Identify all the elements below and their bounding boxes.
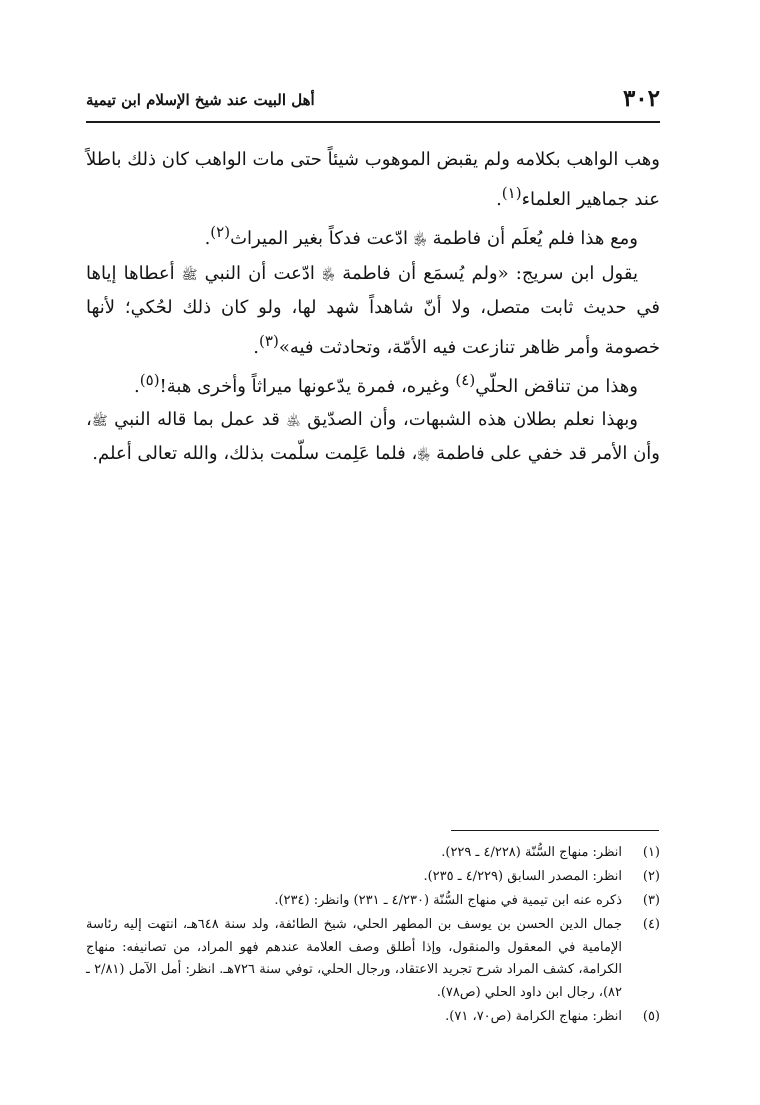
footnote-text: ذكره عنه ابن تيمية في منهاج السُّنّة (٤/٢٣٠ ـ ٢٣١) وانظر: (٢٣٤). bbox=[274, 893, 622, 908]
page-number: ٣٠٢ bbox=[622, 85, 660, 112]
main-text bbox=[86, 144, 660, 473]
paragraph-2: ومع هذا فلم يُعلَم أن فاطمة ﵂ ادّعت فدكاً بغير الميراث$^{(٢)}$. bbox=[204, 223, 638, 249]
footnote-item bbox=[86, 842, 660, 865]
footnote-number: (٢) bbox=[642, 869, 660, 884]
footnote-number: (١) bbox=[642, 845, 660, 860]
footnote-item bbox=[86, 890, 660, 913]
footnote-text: انظر: منهاج الكرامة (ص٧٠، ٧١). bbox=[445, 1008, 622, 1024]
footnote-text: جمال الدين الحسن بن يوسف بن المطهر الحلي، شيخ الطائفة، ولد سنة ٦٤٨هـ، انتهت إليه رئاسة الإمامية في المعقول والمنقول، وإذا أطلق وصف العلامة عندهم فهو المراد، من تصانيفه: منهاج الكرامة، كشف المراد شرح تجريد الاعتقاد، ورجال الحلي، توفي سنة ٧٢٦هـ. انظر: أمل الآمل (٢/٨١ ـ ٨٢)، رجال ابن داود الحلي (ص٧٨). bbox=[86, 917, 622, 1000]
paragraph-5: وبهذا نعلم بطلان هذه الشبهات، وأن الصدّيق ﵁ قد عمل بما قاله النبي ﷺ، وأن الأمر قد خفي على فاطمة ﵂، فلما عَلِمت سلّمت بذلك، والله تعالى أعلم. bbox=[86, 408, 660, 464]
honorific-glyph: ﷺ bbox=[91, 413, 108, 429]
paragraph-3: يقول ابن سريج: «ولم يُسمَع أن فاطمة ﵂ ادّعت أن النبي ﷺ أعطاها إياها في حديث ثابت متصل، ولا أنّ شاهداً شهد لها، ولو كان ذلك لحُكي؛ لأنها خصومة وأمر ظاهر تنازعت فيه الأمّة، وتحادثت فيه»$^{(٣)}$. bbox=[86, 262, 660, 358]
footnote-ref: (١) bbox=[501, 183, 522, 202]
footnote-number: (٥) bbox=[642, 1008, 660, 1024]
footnote-ref: (٢) bbox=[210, 223, 231, 241]
running-header bbox=[86, 84, 660, 118]
footnote-divider bbox=[451, 830, 659, 831]
footnote-text: انظر: المصدر السابق (٤/٢٢٩ ـ ٢٣٥). bbox=[423, 869, 622, 884]
honorific-glyph: ﵂ bbox=[322, 267, 336, 283]
paragraph-1: وهب الواهب بكلامه ولم يقبض الموهوب شيئاً حتى مات الواهب كان ذلك باطلاً عند جماهير العلماء$^{(١)}$. bbox=[86, 149, 660, 210]
footnote-item bbox=[86, 914, 660, 1004]
honorific-glyph: ﵂ bbox=[417, 448, 431, 463]
honorific-glyph: ﵁ bbox=[286, 413, 301, 429]
footnote-ref: (٣) bbox=[259, 331, 279, 350]
honorific-glyph: ﷺ bbox=[181, 267, 198, 283]
header-divider bbox=[86, 121, 660, 123]
footnote-number: (٣) bbox=[642, 893, 660, 908]
footnote-ref: (٤) bbox=[455, 371, 476, 389]
paragraph-4: وهذا من تناقض الحلّي$^{(٤)}$ وغيره، فمرة يدّعونها ميراثاً وأخرى هبة!$^{(٥)}$. bbox=[134, 371, 638, 397]
honorific-glyph: ﵂ bbox=[413, 233, 427, 248]
footnote-item bbox=[86, 1006, 660, 1029]
footnote-item bbox=[86, 866, 660, 889]
footnote-ref: (٥) bbox=[139, 371, 160, 389]
footnote-number: (٤) bbox=[642, 917, 660, 932]
running-title: أهل البيت عند شيخ الإسلام ابن تيمية bbox=[86, 91, 315, 109]
footnote-text: انظر: منهاج السُّنّة (٤/٢٢٨ ـ ٢٢٩). bbox=[441, 845, 622, 860]
footnotes bbox=[86, 842, 660, 1030]
